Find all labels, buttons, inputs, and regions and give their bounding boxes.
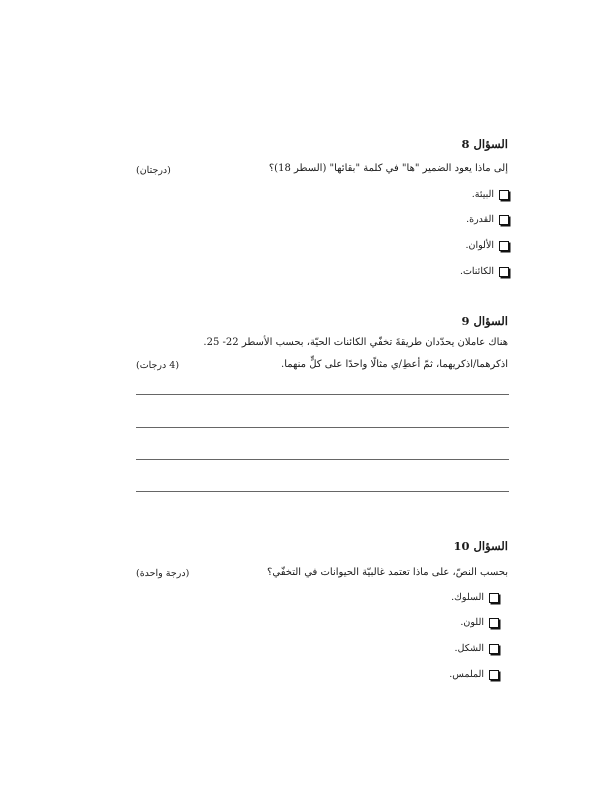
question-9-title: السؤال 9: [461, 314, 508, 328]
checkbox-icon[interactable]: [489, 593, 499, 603]
question-9-points: (4 درجات): [136, 360, 180, 371]
checkbox-icon[interactable]: [499, 190, 509, 200]
question-9-text-1: هناك عاملان يحدّدان طريقةَ تخفّي الكائنات الحيّة، بحسب الأسطر 22- 25.: [203, 337, 508, 348]
option-label: الألوان.: [465, 240, 494, 251]
checkbox-icon[interactable]: [499, 215, 509, 225]
question-8-title: السؤال 8: [461, 137, 508, 151]
question-10-option-3[interactable]: [455, 643, 499, 654]
question-10-text: بحسب النصّ، على ماذا تعتمد غالبيّة الحيوانات في التخفّي؟: [267, 567, 508, 578]
question-8-points: (درجتان): [136, 165, 171, 176]
option-label: البيئة.: [471, 189, 494, 200]
checkbox-icon[interactable]: [489, 618, 499, 628]
checkbox-icon[interactable]: [489, 670, 499, 680]
answer-line[interactable]: [136, 427, 509, 428]
question-8-option-4[interactable]: [460, 266, 509, 277]
question-8-option-2[interactable]: [466, 214, 509, 225]
option-label: القدرة.: [466, 214, 494, 225]
checkbox-icon[interactable]: [499, 241, 509, 251]
question-10-title: السؤال 10: [453, 539, 508, 553]
option-label: الشكل.: [454, 643, 484, 654]
option-label: اللون.: [460, 617, 484, 628]
option-label: الملمس.: [449, 669, 484, 680]
option-label: السلوك.: [451, 592, 484, 603]
question-8-text: إلى ماذا يعود الضمير "ها" في كلمة "بقائها" (السطر 18)؟: [268, 163, 508, 174]
answer-line[interactable]: [136, 491, 509, 492]
checkbox-icon[interactable]: [499, 267, 509, 277]
option-label: الكائنات.: [459, 266, 494, 277]
question-8-option-3[interactable]: [466, 240, 510, 251]
question-10-option-4[interactable]: [449, 669, 499, 680]
question-10-points: (درجة واحدة): [136, 568, 190, 579]
question-10-option-2[interactable]: [460, 617, 499, 628]
answer-line[interactable]: [136, 459, 509, 460]
answer-line[interactable]: [136, 394, 509, 395]
question-9-text-2: اذكرهما/اذكريهما، ثمّ أعطِ/ي مثالًا واحدًا على كلٍّ منهما.: [281, 359, 508, 370]
question-8-option-1[interactable]: [472, 189, 509, 200]
checkbox-icon[interactable]: [489, 644, 499, 654]
question-10-option-1[interactable]: [451, 592, 499, 603]
